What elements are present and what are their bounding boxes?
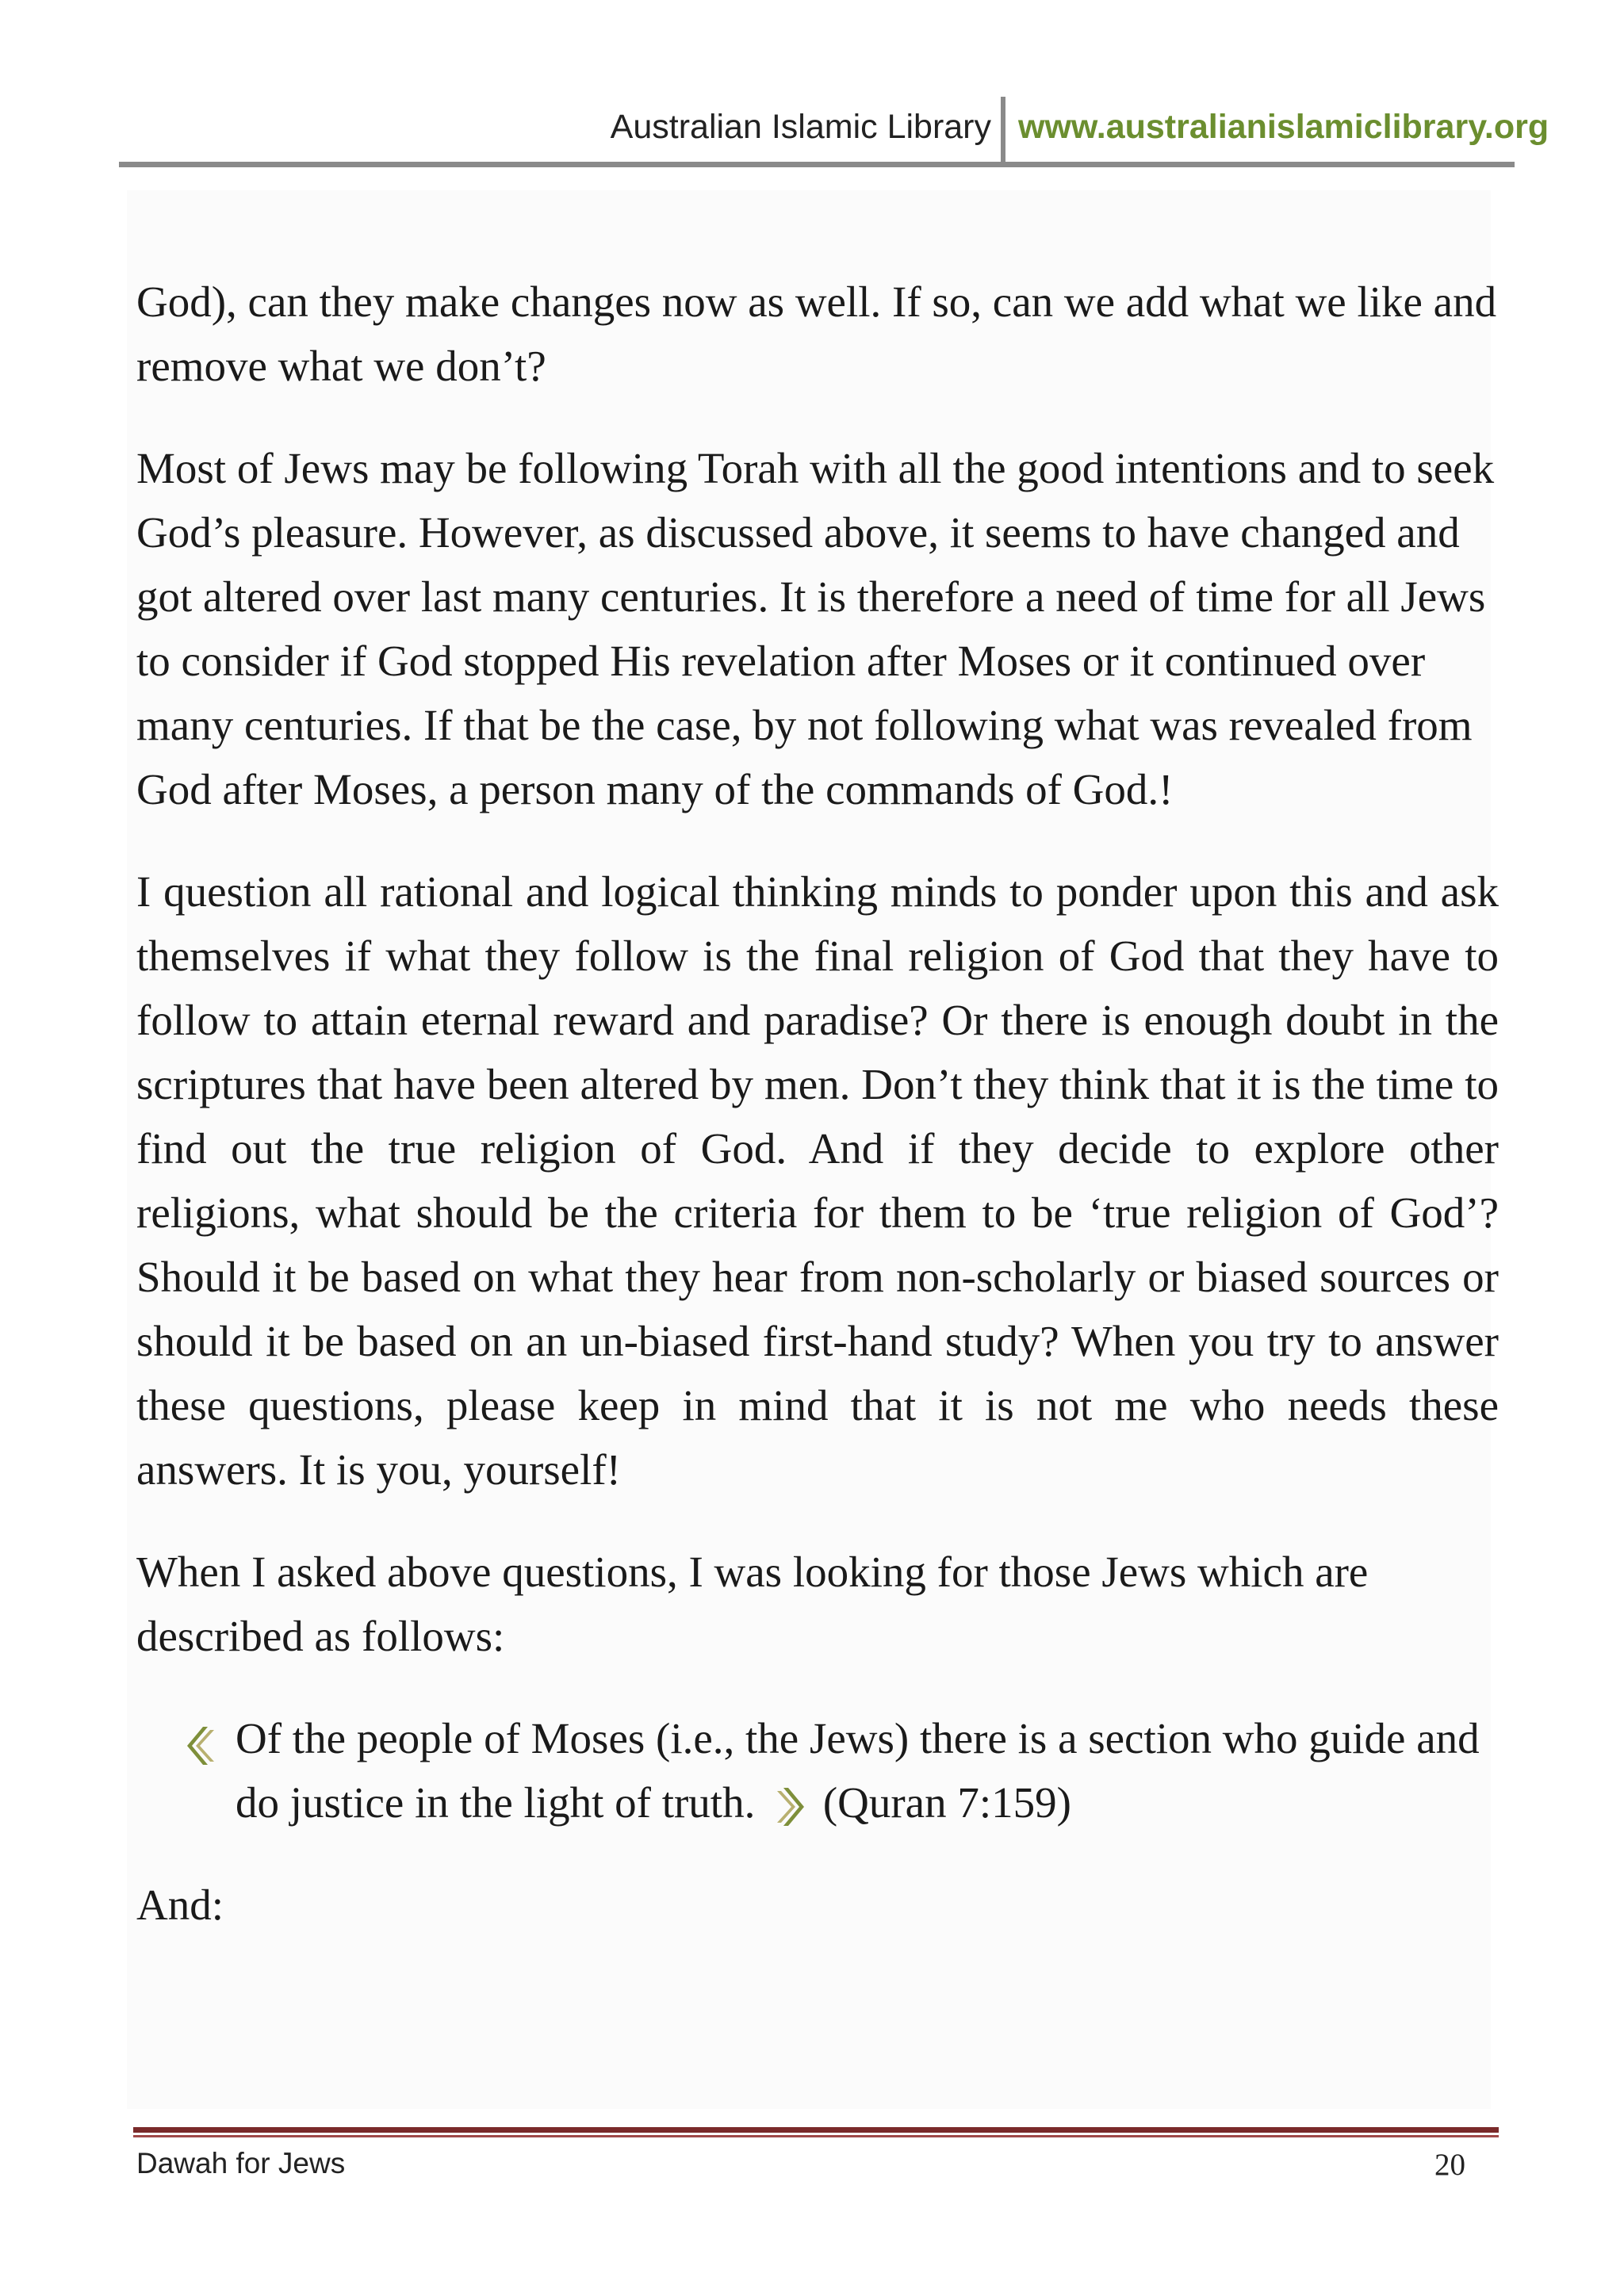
paragraph-3: I question all rational and logical thinking minds to ponder upon this and ask themselves if what they follow is the final religion of God that they have to follow to attain eternal reward and paradise? Or there is enough doubt in the scriptures that have been altered by men. Don’t they think that it is the time to find out the true religion of God. And if they decide to explore other religions, what should be the criteria for them to be ‘true religion of God’? Should it be based on what they hear from non-scholarly or biased sources or should it be based on an un-biased first-hand study? When you try to answer these questions, please keep in mind that it is not me who needs these answers. It is you, yourself!: [136, 867, 1499, 1494]
paragraph-1: God), can they make changes now as well. If so, can we add what we like and remove what we don’t?: [136, 277, 1497, 390]
footer-title: Dawah for Jews: [136, 2147, 346, 2179]
page-content: [136, 270, 1499, 1975]
website-link[interactable]: www.australianislamiclibrary.org: [1018, 108, 1549, 146]
paragraph-2: Most of Jews may be following Torah with all the good intentions and to seek God’s pleasure. However, as discussed above, it seems to have changed and got altered over last many centuries. It is therefore a need of time for all Jews to consider if God stopped His revelation after Moses or it continued over many centuries. If that be the case, by not following what was revealed from God after Moses, a person many of the commands of God.!: [136, 444, 1495, 813]
page-header: [119, 94, 1549, 165]
header-divider: [1001, 97, 1005, 165]
footer-rule-thin: [133, 2135, 1499, 2137]
ornate-open-bracket-icon: [184, 1709, 216, 1774]
paragraph-4: When I asked above questions, I was looking for those Jews which are described as follows:: [136, 1548, 1369, 1660]
library-name: Australian Islamic Library: [610, 108, 991, 146]
quote-text: Of the people of Moses (i.e., the Jews) there is a section who guide and do justice in the light of truth.: [236, 1714, 1480, 1827]
paragraph-5: And:: [136, 1881, 224, 1929]
footer-rule: [133, 2127, 1499, 2133]
quote-reference: (Quran 7:159): [822, 1778, 1071, 1827]
quran-quote: [136, 1706, 1499, 1835]
ornate-close-bracket-icon: [776, 1778, 818, 1827]
page-number: 20: [1434, 2148, 1465, 2182]
header-rule: [119, 162, 1515, 167]
